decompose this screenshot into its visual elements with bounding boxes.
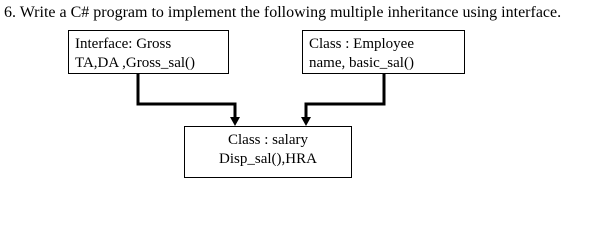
- class-salary-title: Class : salary: [228, 132, 308, 148]
- connector-gross-to-salary: [138, 74, 235, 117]
- class-salary-members: Disp_sal(),HRA: [219, 151, 317, 167]
- connector-employee-to-salary: [306, 74, 384, 117]
- class-employee-box: [302, 30, 465, 74]
- question-text: 6. Write a C# program to implement the following multiple inheritance using interface.: [4, 4, 562, 21]
- interface-gross-box: [68, 30, 229, 74]
- interface-gross-title: Interface: Gross: [75, 36, 172, 52]
- interface-gross-members: TA,DA ,Gross_sal(): [75, 55, 196, 71]
- class-employee-members: name, basic_sal(): [309, 55, 414, 71]
- class-salary-box: [184, 126, 352, 178]
- arrowhead-employee-to-salary: [301, 117, 311, 126]
- arrowhead-gross-to-salary: [230, 117, 240, 126]
- class-employee-title: Class : Employee: [309, 36, 414, 52]
